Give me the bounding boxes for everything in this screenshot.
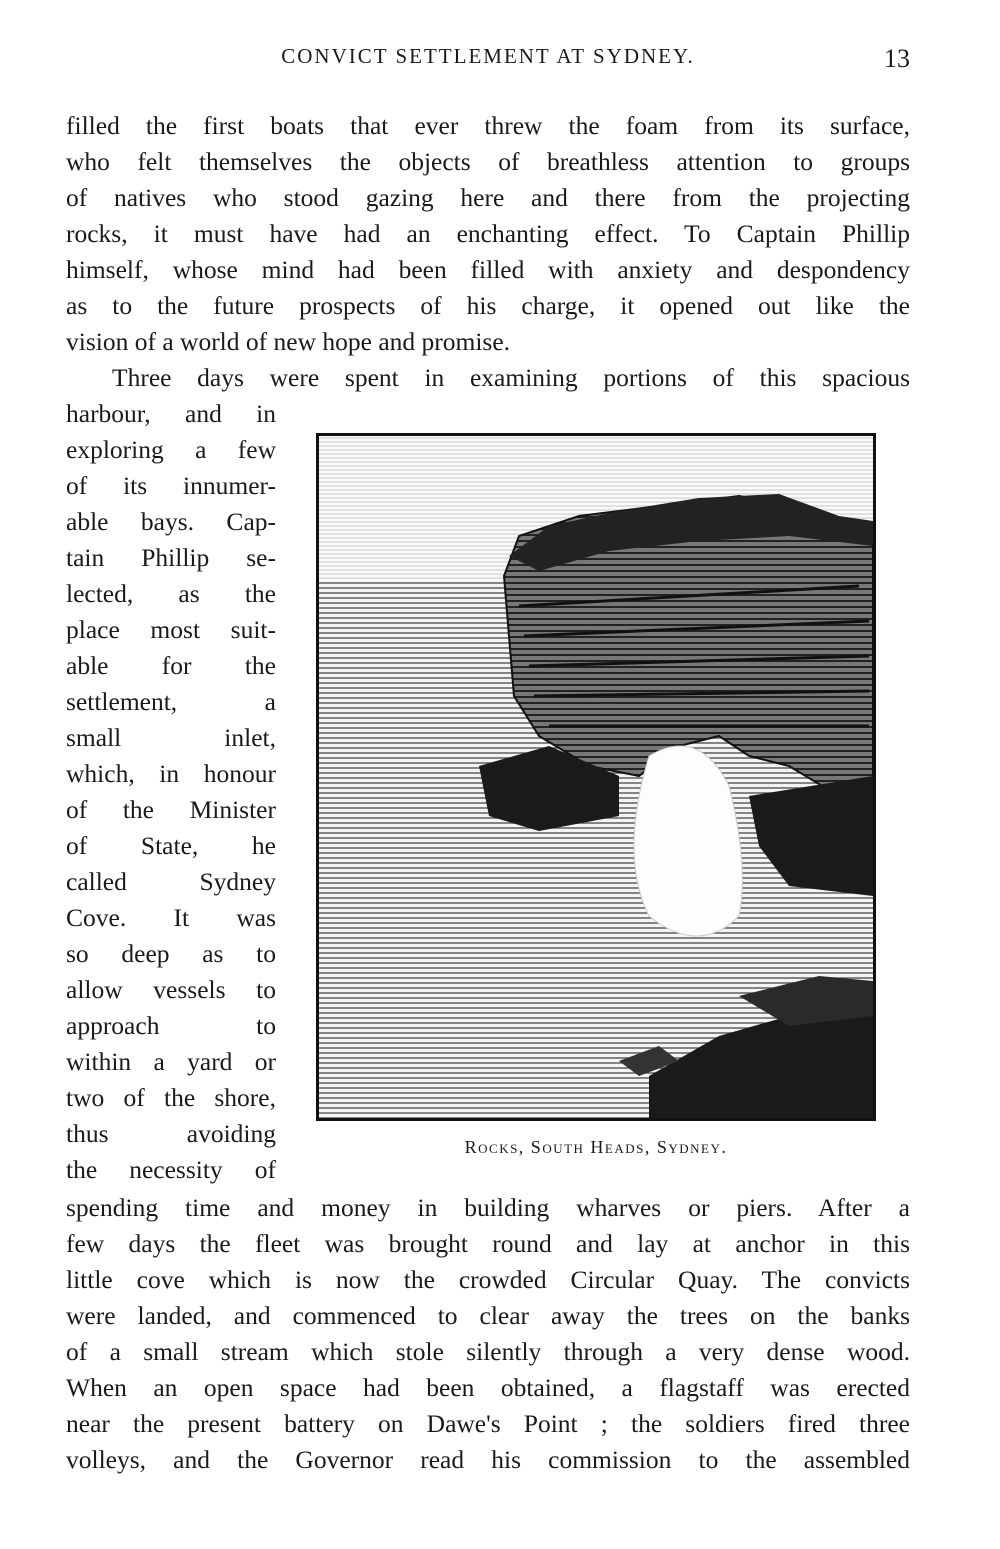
narrow-text-line: place most suit- — [66, 615, 276, 644]
narrow-text-line: exploring a few — [66, 435, 276, 464]
narrow-text-line: able for the — [66, 651, 276, 680]
figure-caption: Rocks, South Heads, Sydney. — [464, 1137, 728, 1157]
running-head: CONVICT SETTLEMENT AT SYDNEY. — [281, 44, 695, 68]
narrow-text-line: able bays. Cap- — [66, 507, 276, 536]
text-line: himself, whose mind had been filled with anxiety and despondency — [66, 255, 910, 284]
narrow-text-line: within a yard or — [66, 1047, 276, 1076]
narrow-text-line: two of the shore, — [66, 1083, 276, 1112]
text-line: who felt themselves the objects of breathless attention to groups — [66, 147, 910, 176]
narrow-text-line: Cove. It was — [66, 903, 276, 932]
text-line: When an open space had been obtained, a flagstaff was erected — [66, 1373, 910, 1402]
text-line: near the present battery on Dawe's Point ; the soldiers fired three — [66, 1409, 910, 1438]
page-header — [66, 44, 910, 78]
narrow-text-line: called Sydney — [66, 867, 276, 896]
narrow-text-line: so deep as to — [66, 939, 276, 968]
narrow-text-line: of State, he — [66, 831, 276, 860]
narrow-text-line: small inlet, — [66, 723, 276, 752]
narrow-text-line: allow vessels to — [66, 975, 276, 1004]
narrow-text-line: which, in honour — [66, 759, 276, 788]
text-line: rocks, it must have had an enchanting effect. To Captain Phillip — [66, 219, 910, 248]
narrow-text-line: settlement, a — [66, 687, 276, 716]
engraving-illustration — [316, 433, 876, 1121]
text-line: as to the future prospects of his charge, it opened out like the — [66, 291, 910, 320]
text-line: volleys, and the Governor read his commission to the assembled — [66, 1445, 910, 1474]
narrow-text-line: of the Minister — [66, 795, 276, 824]
text-line: little cove which is now the crowded Circular Quay. The convicts — [66, 1265, 910, 1294]
narrow-text-line: the necessity of — [66, 1155, 276, 1184]
text-line: vision of a world of new hope and promise. — [66, 327, 511, 356]
narrow-text-line: of its innumer- — [66, 471, 276, 500]
narrow-text-line: approach to — [66, 1011, 276, 1040]
narrow-text-line: lected, as the — [66, 579, 276, 608]
narrow-text-line: tain Phillip se- — [66, 543, 276, 572]
text-line: filled the first boats that ever threw the foam from its surface, — [66, 111, 910, 140]
text-line: spending time and money in building wharves or piers. After a — [66, 1193, 910, 1222]
text-line: of natives who stood gazing here and there from the projecting — [66, 183, 910, 212]
text-line: of a small stream which stole silently through a very dense wood. — [66, 1337, 910, 1366]
text-line: were landed, and commenced to clear away the trees on the banks — [66, 1301, 910, 1330]
narrow-text-line: thus avoiding — [66, 1119, 276, 1148]
page-number: 13 — [884, 44, 910, 73]
narrow-text-line: harbour, and in — [66, 399, 276, 428]
text-line: few days the fleet was brought round and lay at anchor in this — [66, 1229, 910, 1258]
paragraph-first-line: Three days were spent in examining portions of this spacious — [112, 363, 910, 392]
